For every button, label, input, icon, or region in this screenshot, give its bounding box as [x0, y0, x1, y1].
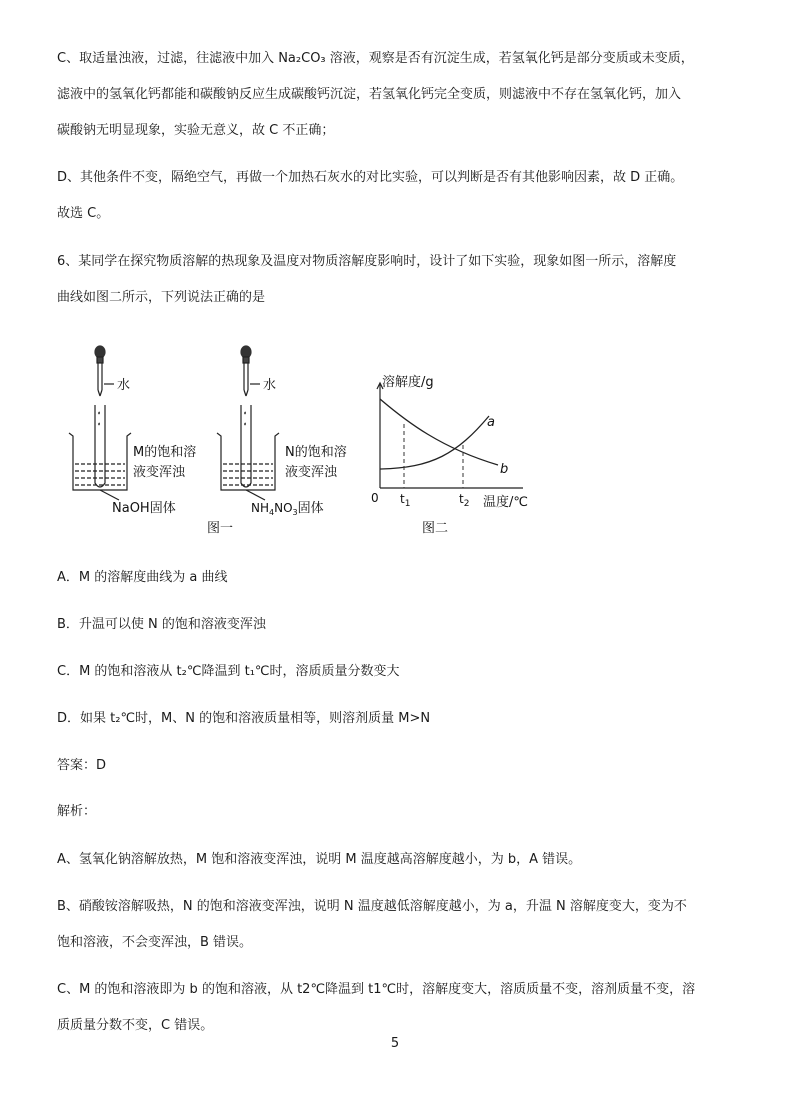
analysis-c-line-2: 质质量分数不变，C 错误。 [57, 1018, 214, 1033]
figure1-caption: 图一 [207, 521, 234, 536]
figure1-left-solid-label: NaOH固体 [112, 501, 176, 516]
figure2-caption: 图二 [422, 521, 449, 536]
figure1-left-apparatus [69, 346, 131, 500]
figure1-right-solid-label: $NH_4NO_3$固体 [251, 501, 324, 517]
line-2: 滤液中的氢氧化钙都能和碳酸钠反应生成碳酸钙沉淀，若氢氧化钙完全变质，则滤液中不存在氢氧化钙，加入 [57, 87, 682, 102]
option-c: C．M 的饱和溶液从 t₂℃降温到 t₁℃时，溶质质量分数变大 [57, 664, 400, 679]
option-d: D．如果 t₂℃时，M、N 的饱和溶液质量相等，则溶剂质量 M>N [57, 711, 431, 726]
figure2-origin-label: 0 [371, 491, 379, 505]
question-6-line-2: 曲线如图二所示，下列说法正确的是 [57, 290, 266, 305]
analysis-b-line-2: 饱和溶液，不会变浑浊，B 错误。 [57, 935, 253, 950]
question-6-line-1: 6、某同学在探究物质溶解的热现象及温度对物质溶解度影响时，设计了如下实验，现象如图一所示，溶解度 [57, 254, 677, 269]
line-1: C、取适量浊液，过滤，往滤液中加入 Na₂CO₃ 溶液，观察是否有沉淀生成，若氢氧化钙是部分变质或未变质， [57, 51, 694, 66]
figure2-t2-label: $t_2$ [459, 492, 470, 509]
line-4: D、其他条件不变，隔绝空气，再做一个加热石灰水的对比实验，可以判断是否有其他影响因素，故 D 正确。 [57, 170, 684, 185]
analysis-b-line-1: B、硝酸铵溶解吸热，N 的饱和溶液变浑浊，说明 N 温度越低溶解度越小，为 a，升温 N 溶解度变大，变为不 [57, 899, 687, 914]
figure2-t1-label: $t_1$ [400, 492, 411, 509]
figures [57, 338, 557, 538]
analysis-c-line-1: C、M 的饱和溶液即为 b 的饱和溶液，从 t2℃降温到 t1℃时，溶解度变大，溶质质量不变，溶剂质量不变，溶 [57, 982, 696, 997]
figure1-left-water-label: 水 [117, 378, 131, 393]
figure2-xlabel: 温度/℃ [483, 495, 528, 510]
analysis-heading: 解析： [57, 804, 97, 819]
answer: 答案：D [57, 758, 107, 773]
line-3: 碳酸钠无明显现象，实验无意义，故 C 不正确； [57, 123, 335, 138]
analysis-a: A、氢氧化钠溶解放热，M 饱和溶液变浑浊，说明 M 温度越高溶解度越小，为 b，A 错误。 [57, 852, 582, 867]
figure2-curve-a-label: a [487, 415, 495, 430]
option-a: A．M 的溶解度曲线为 a 曲线 [57, 570, 228, 585]
figures-svg [57, 338, 557, 538]
figure2-ylabel: 溶解度/g [382, 375, 434, 390]
figure1-right-apparatus [217, 346, 279, 500]
figure2-curve-b [380, 399, 498, 465]
figure1-right-water-label: 水 [263, 378, 277, 393]
figure1-right-solution-label-2: 液变浑浊 [285, 465, 338, 480]
figure2-curve-b-label: b [500, 462, 509, 477]
figure1-right-solution-label-1: N的饱和溶 [285, 445, 347, 460]
figure2-curve-a [380, 416, 489, 469]
page-number: 5 [390, 1036, 400, 1051]
line-5: 故选 C。 [57, 206, 110, 221]
figure1-left-solution-label-1: M的饱和溶 [133, 445, 197, 460]
option-b: B．升温可以使 N 的饱和溶液变浑浊 [57, 617, 266, 632]
figure1-left-solution-label-2: 液变浑浊 [133, 465, 186, 480]
